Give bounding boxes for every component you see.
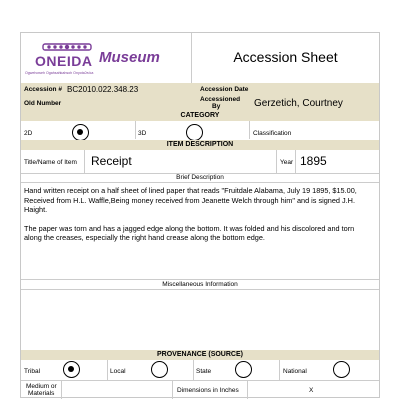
accessioned-by-label-2: By [212,103,221,110]
provenance-national-label: National [283,368,307,375]
description-paragraph-1: Hand written receipt on a half sheet of lined paper that reads "Fruitdale Alabama, July 19 1895, $15.00, Received from H.L. Waffle,Being money received from Jeanette Welch through him" and is signed J.H. Haight. [24,186,357,215]
category-3d-label: 3D [138,130,147,137]
accession-date-label: Accession Date [200,86,249,93]
brief-description-field[interactable] [24,186,374,278]
medium-label-1: Medium or [26,383,57,390]
accession-number-label: Accession # [24,86,62,93]
provenance-state-label: State [196,368,212,375]
page-title: Accession Sheet [233,49,338,65]
museum-label: Museum [99,49,160,66]
provenance-local-radio[interactable] [151,361,168,378]
classification-label: Classification [253,130,292,137]
accessioned-by-label-1: Accessioned [200,96,241,103]
provenance-local-label: Local [110,368,126,375]
provenance-tribal-radio[interactable] [63,361,80,378]
dimensions-separator: X [309,387,314,394]
brief-description-label: Brief Description [176,174,224,181]
accession-number-value[interactable]: BC2010.022.348.23 [67,85,139,94]
medium-label-2: Materials [28,390,55,397]
category-3d-radio[interactable] [186,124,203,141]
year-value[interactable]: 1895 [300,154,327,168]
category-2d-radio[interactable] [72,124,89,141]
misc-info-field[interactable] [24,291,374,349]
logo-block [21,33,171,83]
provenance-state-radio[interactable] [235,361,252,378]
misc-info-label: Miscellaneous Information [162,281,238,288]
dimensions-label: Dimensions in Inches [177,387,239,394]
category-2d-label: 2D [24,130,33,137]
old-number-label: Old Number [24,100,62,107]
provenance-tribal-label: Tribal [24,368,41,375]
logo-wordmark: ONEIDA [35,53,93,69]
accessioned-by-value[interactable]: Gerzetich, Courtney [254,98,343,109]
item-title-value[interactable]: Receipt [91,154,132,168]
item-title-label: Title/Name of Item [24,159,77,166]
year-label: Year [280,159,294,166]
accession-sheet [20,32,380,398]
provenance-national-radio[interactable] [333,361,350,378]
logo-tagline: Ogwehoweh Ogahsahkahsoh Onyotaʔa:ka [25,71,94,75]
item-description-header: ITEM DESCRIPTION [21,140,379,150]
provenance-header: PROVENANCE (SOURCE) [21,350,379,360]
description-paragraph-2: The paper was torn and has a jagged edge along the bottom. It was folded and his discolored and torn along the creases, especially the right hand crease along the bottom edge. [24,223,355,243]
category-header: CATEGORY [21,111,379,121]
oneida-logo-icon [41,40,93,54]
